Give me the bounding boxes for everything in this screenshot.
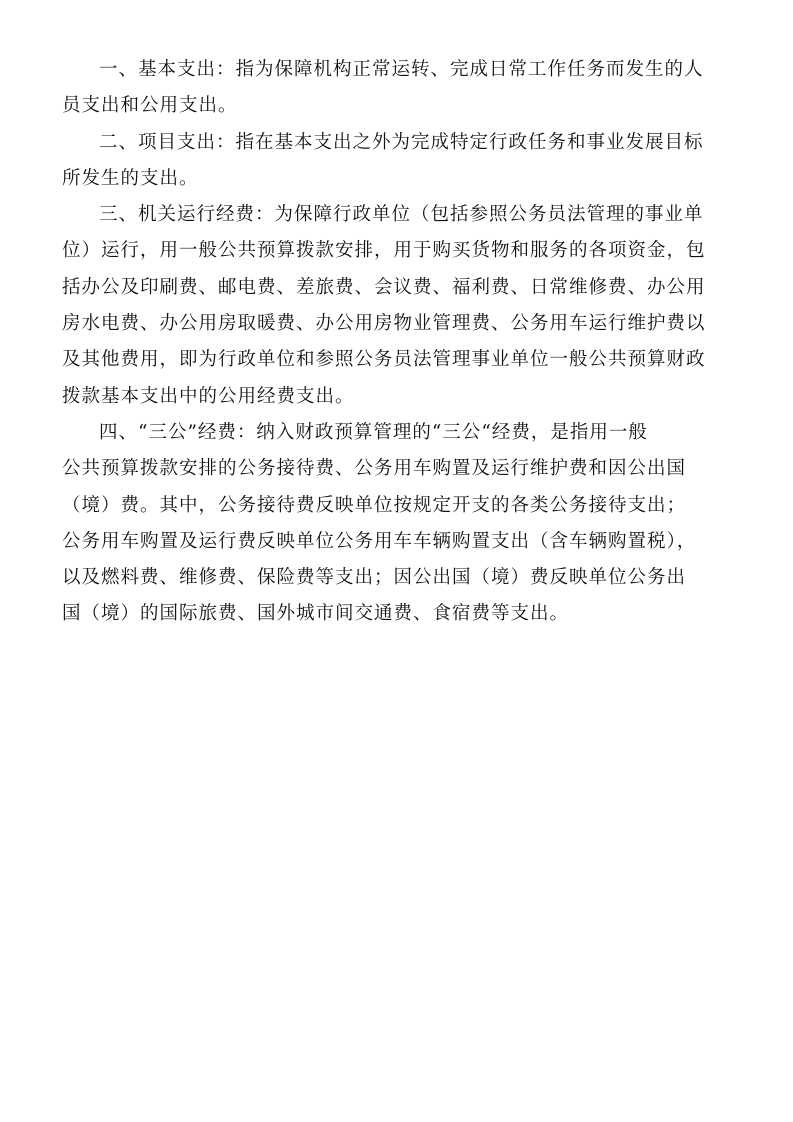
text-line: 四、“三公”经费：纳入财政预算管理的“三公“经费，是指用一般 bbox=[99, 421, 648, 443]
text-line: 公共预算拨款安排的公务接待费、公务用车购置及运行维护费和因公出国 bbox=[62, 458, 687, 480]
paragraph-project-expenditure bbox=[62, 125, 746, 198]
text-line: 以及燃料费、维修费、保险费等支出；因公出国（境）费反映单位公务出 bbox=[62, 567, 687, 589]
text-line: （境）费。其中，公务接待费反映单位按规定开支的各类公务接待支出； bbox=[62, 494, 687, 516]
text-line: 位）运行，用一般公共预算拨款安排，用于购买货物和服务的各项资金，包 bbox=[62, 240, 706, 262]
text-line: 房水电费、办公用房取暖费、办公用房物业管理费、公务用车运行维护费以 bbox=[62, 313, 706, 335]
text-line: 及其他费用，即为行政单位和参照公务员法管理事业单位一般公共预算财政 bbox=[62, 349, 706, 371]
text-line: 括办公及印刷费、邮电费、差旅费、会议费、福利费、日常维修费、办公用 bbox=[62, 276, 706, 298]
paragraph-three-public-expenses bbox=[62, 415, 746, 633]
text-line: 一、基本支出：指为保障机构正常运转、完成日常工作任务而发生的人 bbox=[99, 59, 704, 80]
paragraph-basic-expenditure bbox=[62, 52, 746, 125]
paragraph-operating-expenses bbox=[62, 197, 746, 415]
text-line: 三、机关运行经费：为保障行政单位（包括参照公务员法管理的事业单 bbox=[99, 204, 704, 226]
text-line: 员支出和公用支出。 bbox=[62, 95, 238, 117]
text-line: 所发生的支出。 bbox=[62, 167, 199, 189]
text-line: 国（境）的国际旅费、国外城市间交通费、食宿费等支出。 bbox=[62, 603, 570, 625]
document-body bbox=[62, 52, 746, 633]
text-line: 公务用车购置及运行费反映单位公务用车车辆购置支出（含车辆购置税）， bbox=[62, 530, 697, 552]
text-line: 二、项目支出：指在基本支出之外为完成特定行政任务和事业发展目标 bbox=[99, 131, 704, 153]
text-line: 拨款基本支出中的公用经费支出。 bbox=[62, 385, 355, 407]
